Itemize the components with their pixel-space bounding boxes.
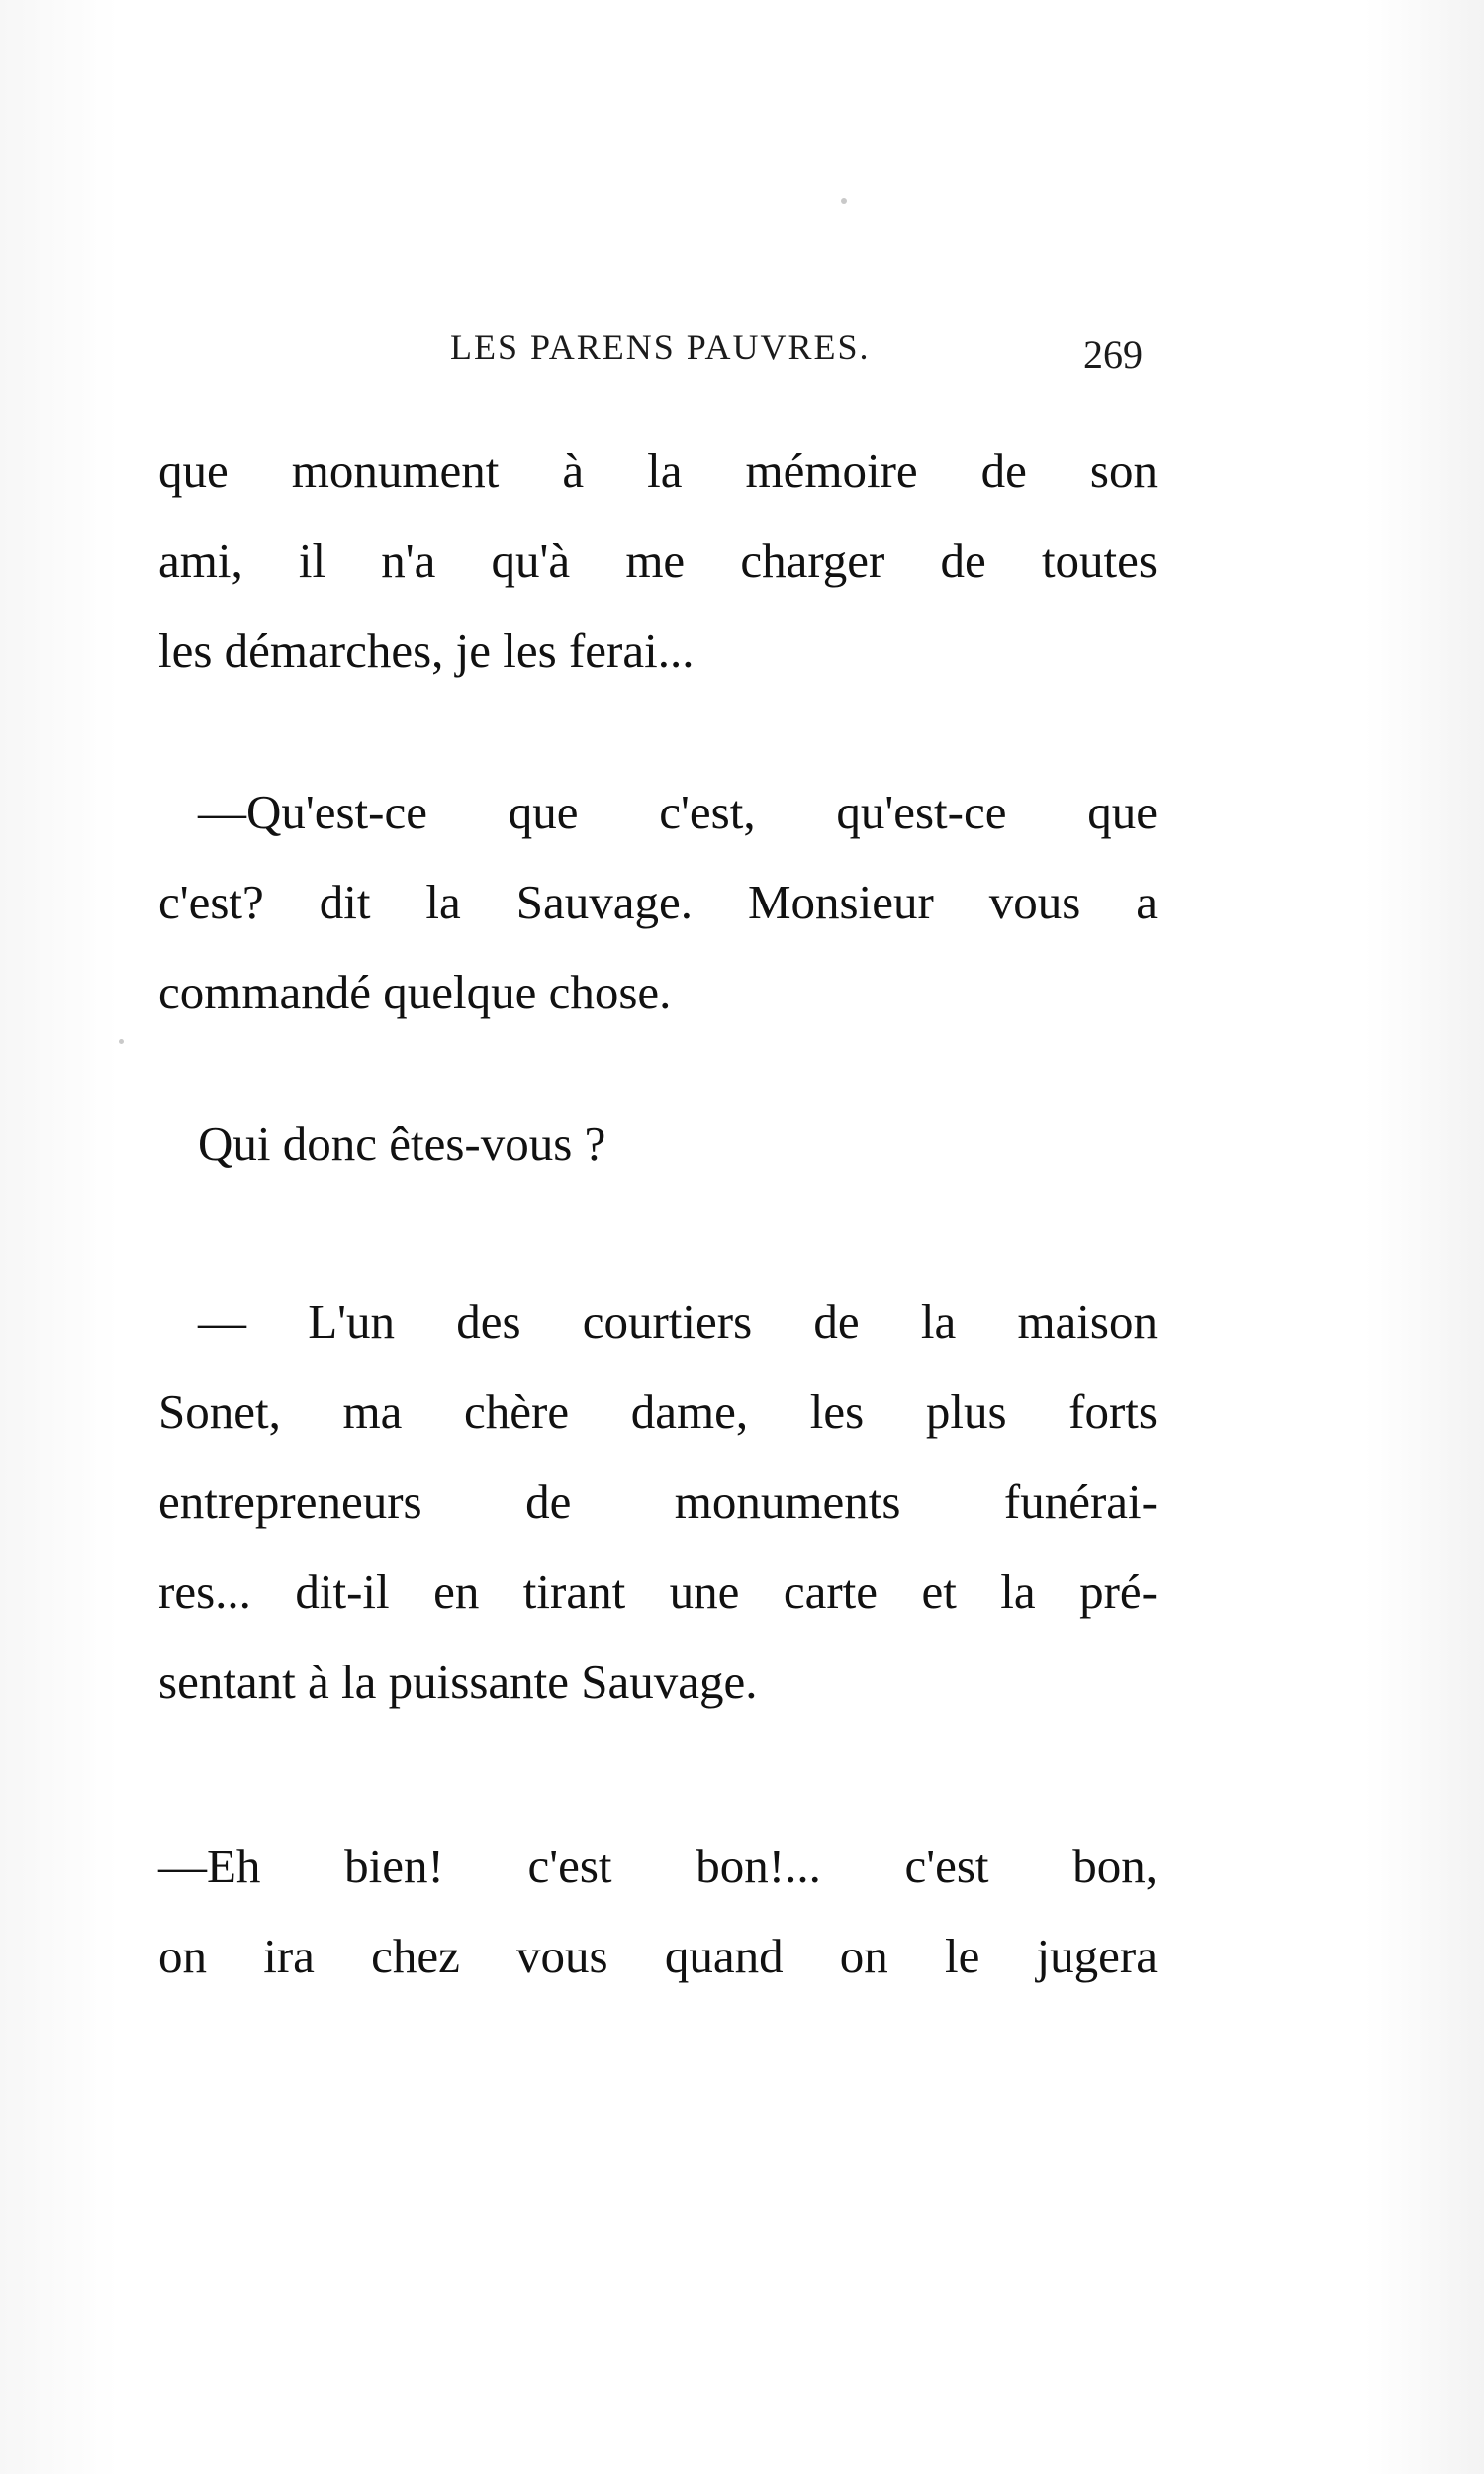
text-line: les démarches, je les ferai... bbox=[158, 623, 695, 678]
ink-speck bbox=[119, 1039, 124, 1044]
paragraph bbox=[158, 767, 1158, 1037]
page-number: 269 bbox=[1083, 333, 1143, 377]
text-line: on ira chez vous quand on le jugera bbox=[158, 1929, 1158, 1983]
paragraph bbox=[158, 426, 1158, 696]
text-line: que monument à la mémoire de son bbox=[158, 443, 1158, 498]
text-line: sentant à la puissante Sauvage. bbox=[158, 1655, 758, 1709]
text-line: c'est? dit la Sauvage. Monsieur vous a bbox=[158, 875, 1158, 929]
text-line: res... dit-il en tirant une carte et la pré- bbox=[158, 1565, 1158, 1619]
text-line: —Qu'est-ce que c'est, qu'est-ce que bbox=[198, 785, 1158, 839]
text-line: commandé quelque chose. bbox=[158, 965, 672, 1019]
paragraph bbox=[158, 1821, 1158, 2001]
running-header: LES PARENS PAUVRES. bbox=[450, 328, 871, 367]
text-line: Sonet, ma chère dame, les plus forts bbox=[158, 1384, 1158, 1439]
text-line: ami, il n'a qu'à me charger de toutes bbox=[158, 533, 1158, 588]
text-line: —Eh bien! c'est bon!... c'est bon, bbox=[158, 1839, 1158, 1893]
paragraph bbox=[158, 1277, 1158, 1727]
text-line: — L'un des courtiers de la maison bbox=[198, 1294, 1158, 1349]
text-line: Qui donc êtes-vous ? bbox=[198, 1116, 606, 1171]
text-line: entrepreneurs de monuments funérai- bbox=[158, 1475, 1158, 1529]
ink-speck bbox=[841, 198, 847, 204]
paragraph bbox=[158, 1098, 1158, 1189]
